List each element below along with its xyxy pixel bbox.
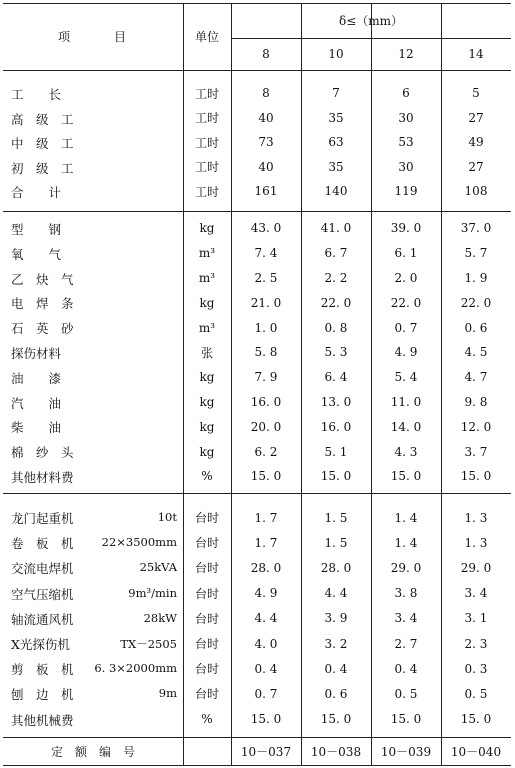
machinery-value: 15. 0 bbox=[390, 712, 422, 727]
machinery-value: 0. 7 bbox=[254, 686, 278, 701]
labor-unit: 工时 bbox=[194, 111, 219, 126]
materials-value: 43. 0 bbox=[250, 221, 282, 236]
machinery-unit: 台时 bbox=[194, 586, 219, 601]
materials-value: 39. 0 bbox=[390, 221, 422, 236]
materials-value: 21. 0 bbox=[250, 295, 282, 310]
materials-value: 14. 0 bbox=[390, 419, 422, 434]
labor-unit: 工时 bbox=[194, 184, 219, 199]
materials-name: 棉 纱 头 bbox=[11, 445, 74, 461]
materials-name: 探伤材料 bbox=[11, 346, 62, 361]
footer-code: 10－038 bbox=[310, 744, 362, 759]
machinery-value: 29. 0 bbox=[390, 560, 422, 575]
materials-value: 2. 2 bbox=[324, 270, 348, 285]
materials-value: 11. 0 bbox=[390, 394, 422, 409]
machinery-value: 4. 4 bbox=[254, 611, 278, 626]
materials-unit: m³ bbox=[198, 270, 216, 285]
quota-table bbox=[3, 3, 511, 765]
labor-name: 合 计 bbox=[11, 185, 62, 200]
machinery-value: 3. 1 bbox=[464, 611, 488, 626]
machinery-value: 2. 7 bbox=[394, 636, 418, 651]
machinery-value: 1. 3 bbox=[464, 535, 488, 550]
labor-value: 27 bbox=[468, 110, 484, 125]
machinery-spec: 25kVA bbox=[139, 560, 177, 575]
machinery-unit: 台时 bbox=[194, 662, 219, 677]
materials-name: 电 焊 条 bbox=[11, 296, 74, 312]
materials-value: 5. 4 bbox=[394, 370, 418, 385]
materials-value: 7. 9 bbox=[254, 370, 278, 385]
materials-value: 20. 0 bbox=[250, 419, 282, 434]
materials-value: 22. 0 bbox=[390, 295, 422, 310]
machinery-value: 15. 0 bbox=[250, 712, 282, 727]
machinery-value: 1. 5 bbox=[324, 510, 348, 525]
materials-value: 2. 0 bbox=[394, 270, 418, 285]
labor-name: 初 级 工 bbox=[11, 160, 74, 176]
machinery-spec: 6. 3×2000mm bbox=[94, 661, 177, 676]
materials-unit: kg bbox=[199, 444, 215, 459]
machinery-spec: 22×3500mm bbox=[101, 535, 177, 550]
materials-value: 4. 3 bbox=[394, 444, 418, 459]
machinery-value: 4. 9 bbox=[254, 586, 278, 601]
machinery-value: 15. 0 bbox=[320, 712, 352, 727]
labor-value: 6 bbox=[402, 86, 410, 101]
labor-value: 35 bbox=[328, 110, 344, 125]
machinery-unit: 台时 bbox=[194, 511, 219, 526]
labor-name: 高 级 工 bbox=[11, 111, 74, 127]
materials-value: 16. 0 bbox=[250, 394, 282, 409]
materials-value: 6. 7 bbox=[324, 246, 348, 261]
materials-unit: m³ bbox=[198, 320, 216, 335]
materials-value: 2. 5 bbox=[254, 270, 278, 285]
bottom-rule bbox=[3, 765, 511, 766]
materials-value: 3. 7 bbox=[464, 444, 488, 459]
machinery-value: 0. 3 bbox=[464, 661, 488, 676]
materials-value: 37. 0 bbox=[460, 221, 492, 236]
materials-value: 12. 0 bbox=[460, 419, 492, 434]
labor-value: 30 bbox=[398, 159, 414, 174]
machinery-value: 28. 0 bbox=[320, 560, 352, 575]
header-item: 项 目 bbox=[57, 30, 128, 44]
machinery-value: 1. 7 bbox=[254, 535, 278, 550]
machinery-name: 其他机械费 bbox=[11, 712, 74, 728]
machinery-value: 2. 3 bbox=[464, 636, 488, 651]
materials-value: 15. 0 bbox=[460, 469, 492, 484]
materials-value: 6. 1 bbox=[394, 246, 418, 261]
header-unit: 单位 bbox=[194, 30, 219, 44]
labor-value: 49 bbox=[468, 135, 484, 150]
materials-value: 15. 0 bbox=[250, 469, 282, 484]
materials-unit: m³ bbox=[198, 246, 216, 261]
footer-label: 定 额 编 号 bbox=[50, 744, 135, 759]
materials-value: 5. 7 bbox=[464, 246, 488, 261]
machinery-value: 29. 0 bbox=[460, 560, 492, 575]
labor-value: 8 bbox=[262, 86, 270, 101]
materials-value: 41. 0 bbox=[320, 221, 352, 236]
header-delta: δ≤（mm） bbox=[338, 14, 404, 28]
labor-value: 119 bbox=[394, 184, 418, 199]
machinery-unit: 台时 bbox=[194, 561, 219, 576]
machinery-unit: 台时 bbox=[194, 536, 219, 551]
labor-value: 40 bbox=[258, 110, 274, 125]
labor-value: 7 bbox=[332, 86, 340, 101]
materials-unit: kg bbox=[199, 295, 215, 310]
footer-code: 10－039 bbox=[380, 744, 432, 759]
materials-value: 9. 8 bbox=[464, 394, 488, 409]
section-rule bbox=[3, 493, 511, 494]
machinery-name: 空气压缩机 bbox=[11, 586, 74, 602]
materials-value: 0. 7 bbox=[394, 320, 418, 335]
materials-value: 7. 4 bbox=[254, 246, 278, 261]
machinery-unit: 台时 bbox=[194, 611, 219, 626]
machinery-value: 28. 0 bbox=[250, 560, 282, 575]
machinery-value: 0. 5 bbox=[464, 686, 488, 701]
labor-value: 5 bbox=[472, 86, 480, 101]
machinery-value: 3. 2 bbox=[324, 636, 348, 651]
materials-name: 石 英 砂 bbox=[11, 321, 74, 337]
machinery-name: 交流电焊机 bbox=[11, 561, 74, 577]
materials-value: 0. 6 bbox=[464, 320, 488, 335]
machinery-value: 0. 4 bbox=[394, 661, 418, 676]
materials-value: 1. 9 bbox=[464, 270, 488, 285]
header-thickness: 10 bbox=[328, 47, 344, 61]
materials-name: 油 漆 bbox=[11, 370, 62, 386]
materials-name: 乙 炔 气 bbox=[11, 271, 74, 287]
machinery-name: 刨 边 机 bbox=[11, 687, 74, 703]
materials-unit: kg bbox=[199, 394, 215, 409]
machinery-spec: TX－2505 bbox=[120, 637, 177, 651]
labor-value: 30 bbox=[398, 110, 414, 125]
machinery-name: 龙门起重机 bbox=[11, 511, 74, 526]
machinery-name: 轴流通风机 bbox=[11, 611, 74, 627]
machinery-value: 1. 7 bbox=[254, 510, 278, 525]
machinery-value: 3. 4 bbox=[394, 611, 418, 626]
materials-value: 15. 0 bbox=[390, 469, 422, 484]
machinery-value: 1. 4 bbox=[394, 510, 418, 525]
footer-code: 10－040 bbox=[450, 744, 502, 759]
materials-value: 4. 7 bbox=[464, 370, 488, 385]
materials-value: 5. 3 bbox=[324, 345, 348, 360]
materials-name: 柴 油 bbox=[11, 420, 62, 436]
machinery-value: 0. 5 bbox=[394, 686, 418, 701]
header-thickness: 14 bbox=[468, 47, 484, 61]
labor-unit: 工时 bbox=[194, 135, 219, 150]
labor-value: 40 bbox=[258, 159, 274, 174]
machinery-value: 0. 4 bbox=[324, 661, 348, 676]
machinery-name: X光探伤机 bbox=[11, 637, 70, 652]
materials-value: 22. 0 bbox=[460, 295, 492, 310]
machinery-unit: 台时 bbox=[194, 637, 219, 652]
materials-value: 6. 2 bbox=[254, 444, 278, 459]
labor-unit: 工时 bbox=[194, 160, 219, 175]
materials-value: 6. 4 bbox=[324, 370, 348, 385]
machinery-value: 1. 5 bbox=[324, 535, 348, 550]
machinery-value: 0. 4 bbox=[254, 661, 278, 676]
materials-unit: % bbox=[201, 469, 213, 484]
materials-value: 1. 0 bbox=[254, 320, 278, 335]
labor-value: 53 bbox=[398, 135, 414, 150]
header-thickness: 12 bbox=[398, 47, 414, 61]
machinery-value: 3. 9 bbox=[324, 611, 348, 626]
header-bottom-rule bbox=[3, 70, 511, 71]
machinery-spec: 9m³/min bbox=[128, 585, 177, 600]
labor-name: 中 级 工 bbox=[11, 136, 74, 151]
materials-name: 型 钢 bbox=[11, 222, 62, 237]
labor-value: 35 bbox=[328, 159, 344, 174]
materials-unit: kg bbox=[199, 221, 215, 236]
labor-value: 140 bbox=[324, 184, 348, 199]
materials-name: 其他材料费 bbox=[11, 470, 74, 485]
materials-name: 氧 气 bbox=[11, 246, 62, 262]
section-rule bbox=[3, 211, 511, 212]
machinery-value: 1. 4 bbox=[394, 535, 418, 550]
materials-unit: kg bbox=[199, 419, 215, 434]
machinery-value: 3. 8 bbox=[394, 586, 418, 601]
labor-value: 108 bbox=[464, 184, 488, 199]
materials-value: 4. 9 bbox=[394, 345, 418, 360]
materials-value: 4. 5 bbox=[464, 345, 488, 360]
labor-value: 27 bbox=[468, 159, 484, 174]
materials-value: 0. 8 bbox=[324, 320, 348, 335]
materials-value: 5. 8 bbox=[254, 345, 278, 360]
machinery-spec: 9m bbox=[158, 686, 177, 701]
footer-code: 10－037 bbox=[240, 744, 292, 759]
labor-value: 73 bbox=[258, 135, 274, 150]
machinery-value: 3. 4 bbox=[464, 586, 488, 601]
machinery-value: 4. 4 bbox=[324, 586, 348, 601]
labor-value: 161 bbox=[254, 184, 278, 199]
machinery-value: 4. 0 bbox=[254, 636, 278, 651]
machinery-name: 卷 板 机 bbox=[11, 536, 74, 552]
materials-value: 5. 1 bbox=[324, 444, 348, 459]
labor-unit: 工时 bbox=[194, 86, 219, 101]
header-thickness: 8 bbox=[262, 47, 270, 61]
materials-value: 15. 0 bbox=[320, 469, 352, 484]
materials-value: 22. 0 bbox=[320, 295, 352, 310]
machinery-name: 剪 板 机 bbox=[11, 662, 74, 678]
machinery-spec: 10t bbox=[157, 510, 177, 524]
labor-value: 63 bbox=[328, 135, 344, 150]
machinery-value: 15. 0 bbox=[460, 712, 492, 727]
machinery-spec: 28kW bbox=[143, 610, 177, 625]
machinery-value: 0. 6 bbox=[324, 686, 348, 701]
machinery-unit: % bbox=[201, 712, 213, 727]
materials-name: 汽 油 bbox=[11, 395, 62, 411]
materials-value: 16. 0 bbox=[320, 419, 352, 434]
materials-value: 13. 0 bbox=[320, 394, 352, 409]
materials-unit: kg bbox=[199, 370, 215, 385]
machinery-unit: 台时 bbox=[194, 687, 219, 702]
materials-unit: 张 bbox=[200, 345, 213, 360]
machinery-value: 1. 3 bbox=[464, 510, 488, 525]
labor-name: 工 长 bbox=[11, 87, 62, 102]
